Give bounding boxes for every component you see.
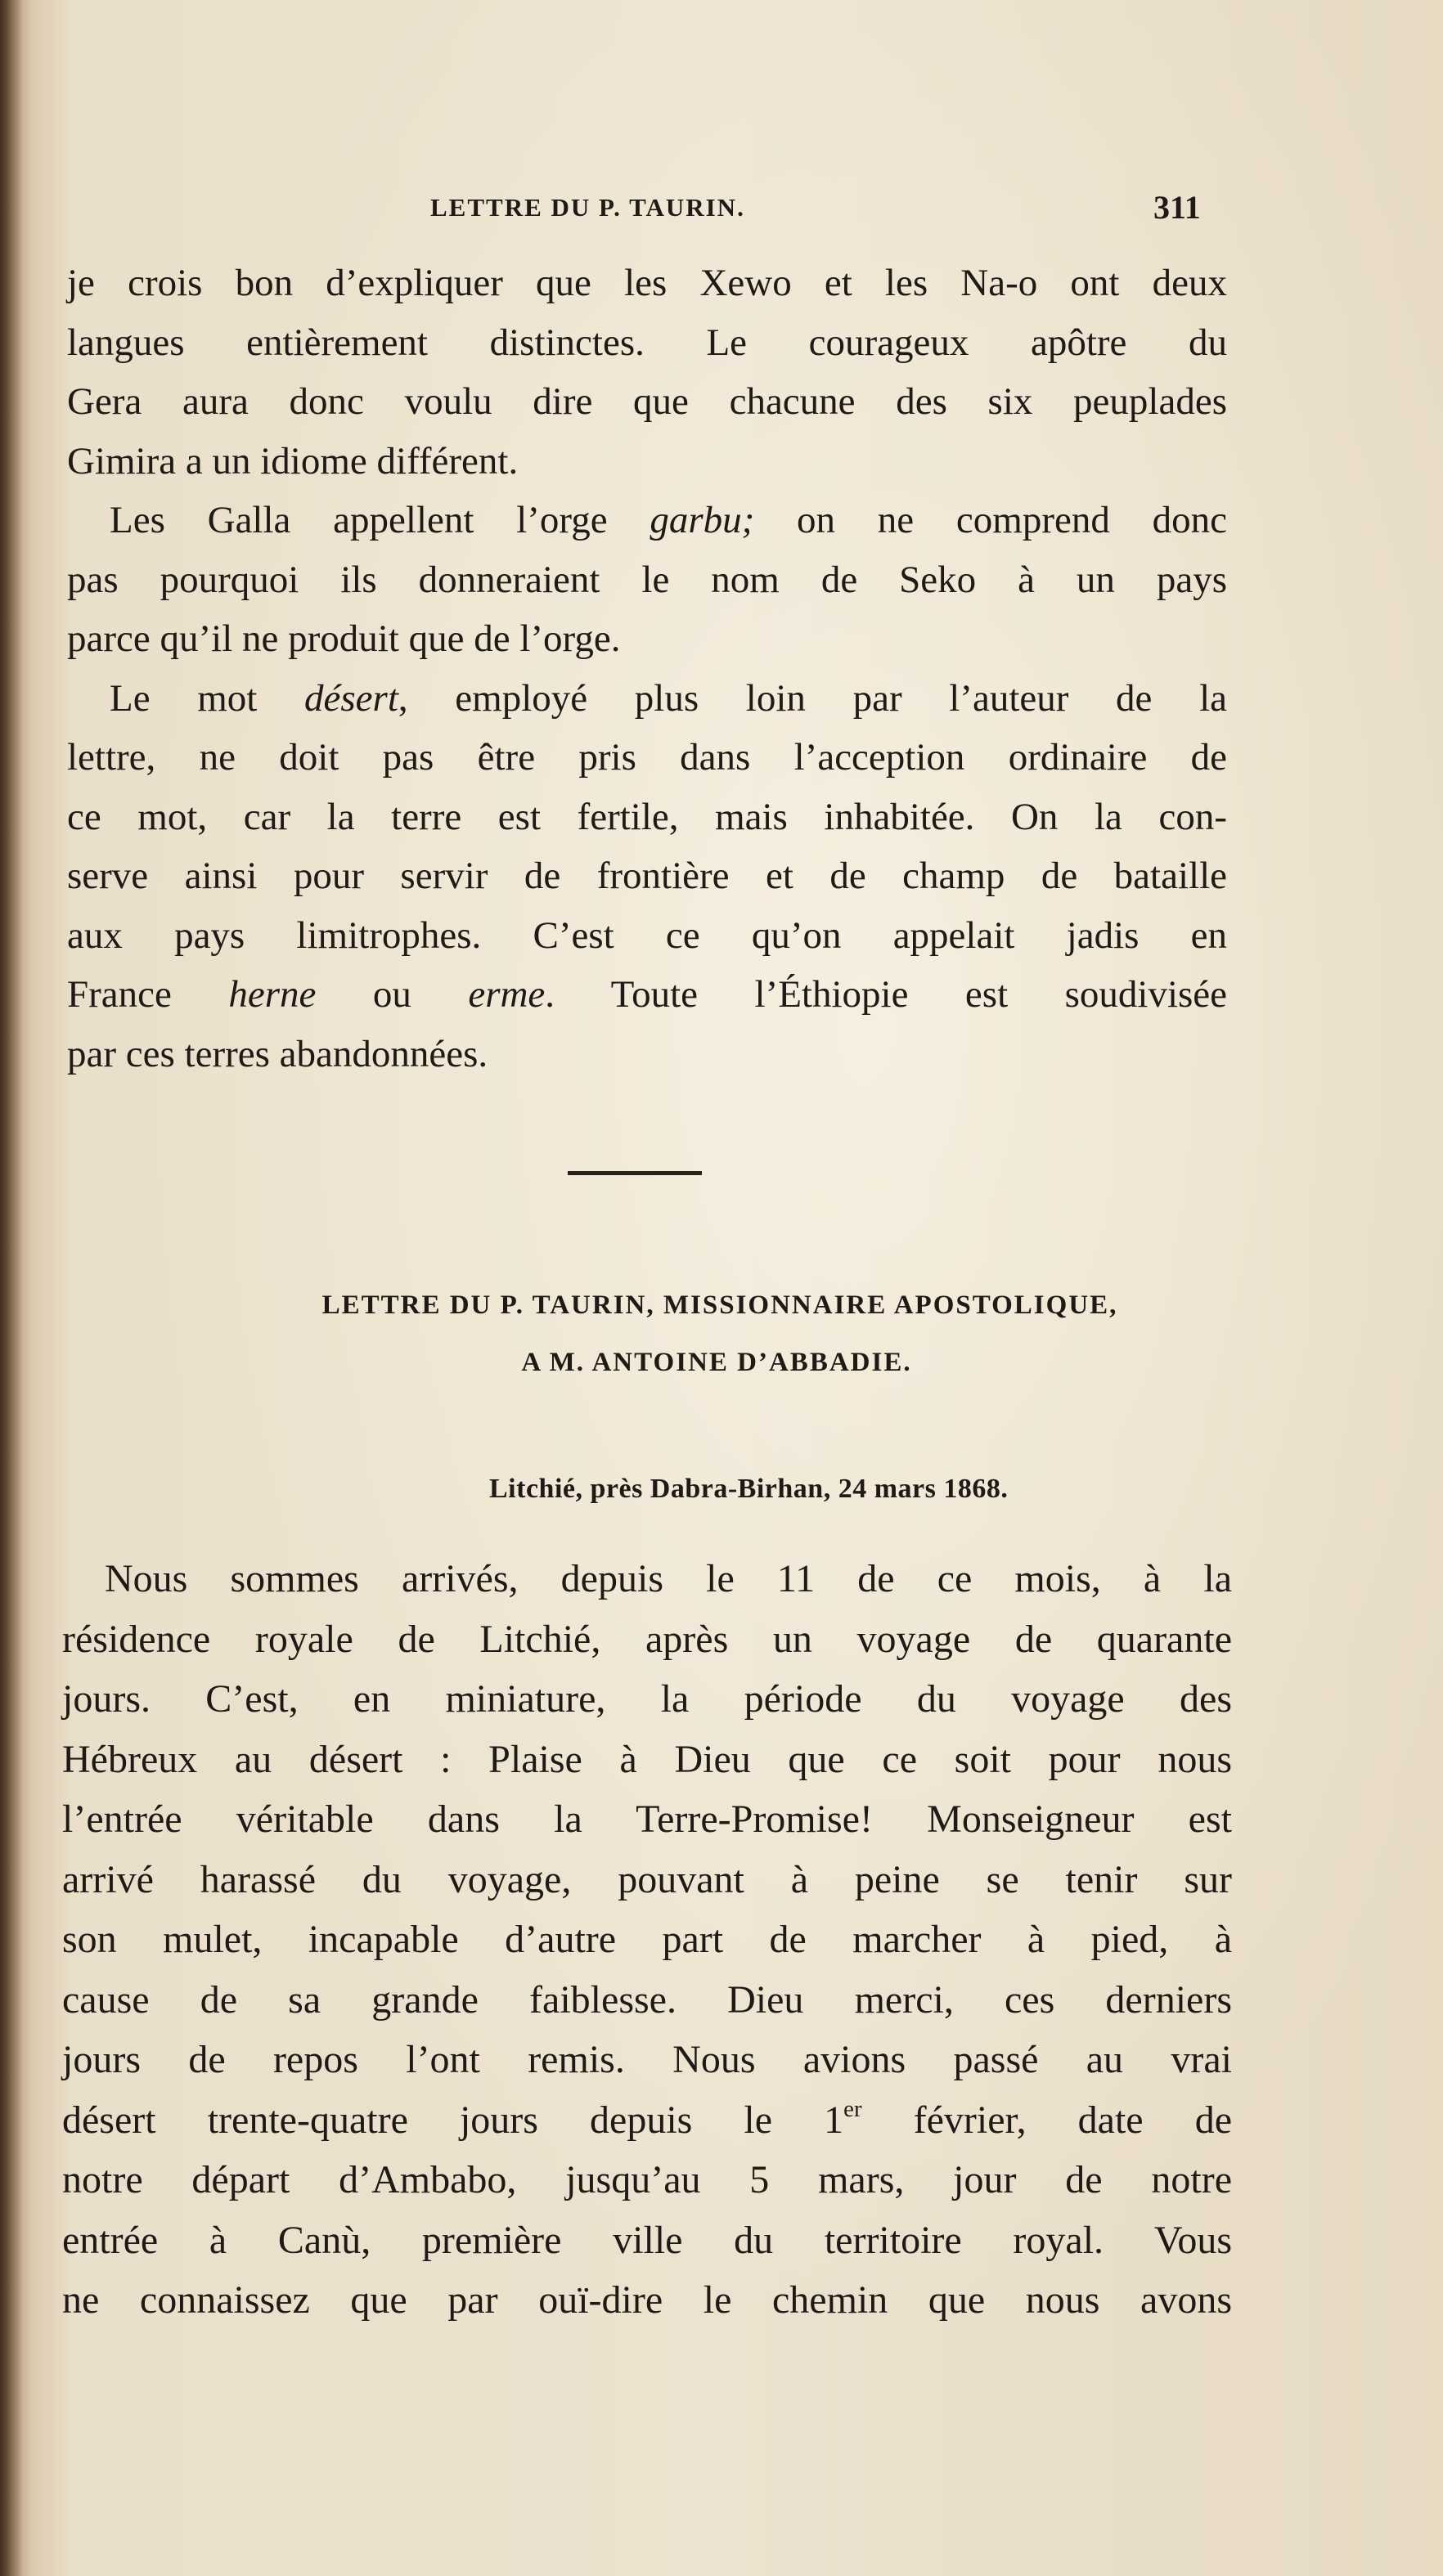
text-line: Hébreux au désert : Plaise à Dieu que ce soit pour nous	[62, 1737, 1232, 1781]
text-line: jours de repos l’ont remis. Nous avions passé au vrai	[62, 2038, 1232, 2081]
italic-term: erme	[468, 973, 546, 1016]
text-line: pas pourquoi ils donneraient le nom de Seko à un pays	[67, 558, 1227, 601]
text-line: jours. C’est, en miniature, la période du voyage des	[62, 1677, 1232, 1721]
ordinal-suffix: er	[843, 2095, 862, 2122]
letter-recipient: A M. ANTOINE D’ABBADIE.	[521, 1348, 912, 1377]
text-run: Le mot	[110, 676, 305, 720]
italic-term: désert	[304, 676, 398, 720]
text-line: Gimira a un idiome différent.	[67, 439, 519, 482]
text-run: ou	[316, 973, 469, 1016]
text-line: aux pays limitrophes. C’est ce qu’on appelait jadis en	[67, 913, 1227, 957]
text-line	[67, 491, 1227, 550]
text-line: notre départ d’Ambabo, jusqu’au 5 mars, jour de notre	[62, 2158, 1232, 2201]
text-line: lettre, ne doit pas être pris dans l’acception ordinaire de	[67, 736, 1227, 779]
text-run: on ne comprend donc	[754, 499, 1227, 541]
text-line: ne connaissez que par ouï-dire le chemin que nous avons	[62, 2278, 1232, 2322]
text-run: , employé plus loin par l’auteur de la	[398, 676, 1227, 720]
text-line: l’entrée véritable dans la Terre-Promise! Monseigneur est	[62, 1797, 1232, 1841]
text-line: Gera aura donc voulu dire que chacune des six peuplades	[67, 380, 1227, 423]
running-title: LETTRE DU P. TAURIN.	[430, 193, 745, 222]
dateline: Litchié, près Dabra-Birhan, 24 mars 1868.	[489, 1474, 1009, 1504]
spine-shadow	[0, 0, 23, 2576]
text-line: par ces terres abandonnées.	[67, 1032, 488, 1075]
text-line: serve ainsi pour servir de frontière et de champ de bataille	[67, 855, 1227, 897]
page-number: 311	[1153, 189, 1201, 226]
text-line: je crois bon d’expliquer que les Xewo et les Na-o ont deux	[67, 262, 1227, 304]
text-line: entrée à Canù, première ville du territoire royal. Vous	[62, 2218, 1232, 2262]
letter-heading: LETTRE DU P. TAURIN, MISSIONNAIRE APOSTOLIQUE,	[321, 1290, 1118, 1320]
commentary-text	[67, 254, 1227, 1084]
text-line: Nous sommes arrivés, depuis le 11 de ce mois, à la	[105, 1557, 1232, 1600]
text-line: ce mot, car la terre est fertile, mais inhabitée. On la con-	[67, 795, 1227, 838]
text-line: arrivé harassé du voyage, pouvant à peine se tenir sur	[62, 1857, 1232, 1901]
text-run: Les Galla appellent l’orge	[110, 499, 650, 541]
text-run: février, date de	[861, 2098, 1232, 2142]
text-line: résidence royale de Litchié, après un voyage de quarante	[62, 1617, 1232, 1661]
running-head	[0, 189, 1443, 226]
italic-term: garbu;	[650, 499, 755, 541]
text-line: cause de sa grande faiblesse. Dieu merci, ces derniers	[62, 1977, 1232, 2022]
text-line: son mulet, incapable d’autre part de marcher à pied, à	[62, 1918, 1232, 1961]
text-run: désert trente-quatre jours depuis le 1	[62, 2098, 844, 2142]
text-run: France	[67, 973, 229, 1016]
text-line: langues entièrement distinctes. Le courageux apôtre du	[67, 321, 1227, 364]
text-line	[62, 2090, 1232, 2151]
text-line: parce qu’il ne produit que de l’orge.	[67, 617, 621, 660]
section-divider	[568, 1171, 702, 1175]
text-line	[67, 669, 1227, 729]
letter-body	[62, 1549, 1232, 2331]
italic-term: herne	[228, 973, 317, 1016]
text-line	[67, 965, 1227, 1025]
text-run: . Toute l’Éthiopie est soudivisée	[545, 973, 1228, 1016]
